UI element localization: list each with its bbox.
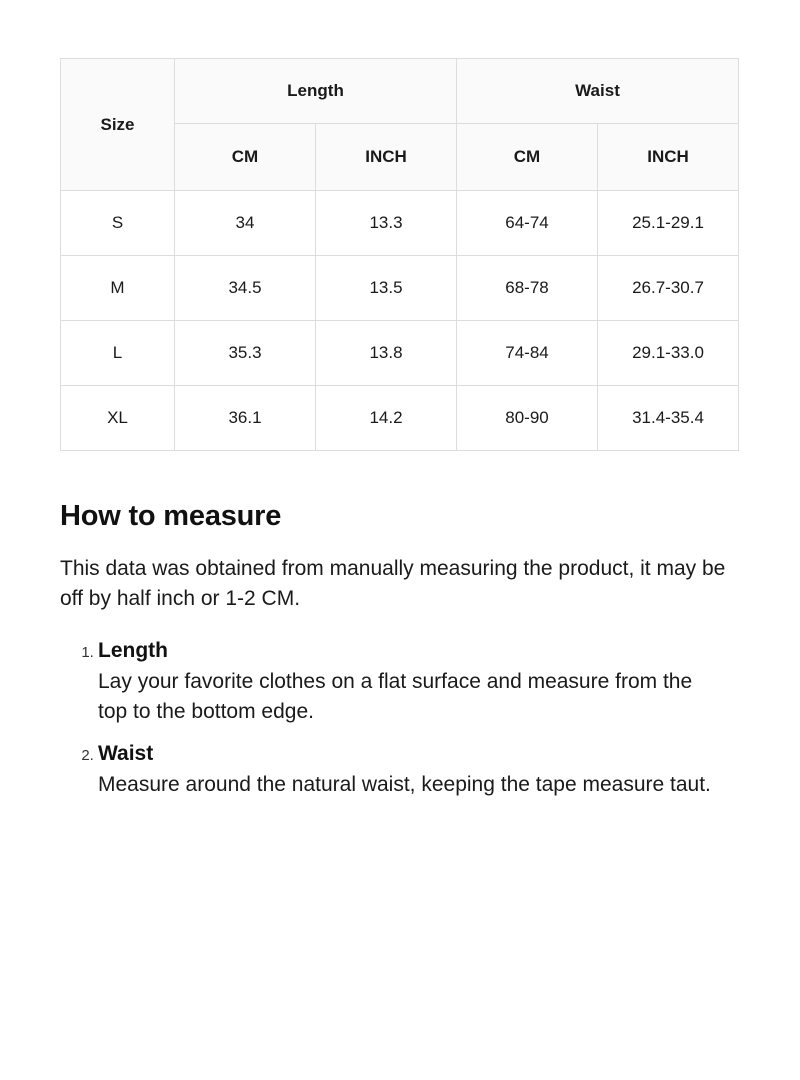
cell-length-cm: 34.5 xyxy=(175,256,316,321)
header-group-length: Length xyxy=(175,59,457,124)
measure-steps-list xyxy=(60,637,740,799)
cell-length-cm: 36.1 xyxy=(175,386,316,451)
header-length-cm: CM xyxy=(175,124,316,191)
header-group-waist: Waist xyxy=(457,59,739,124)
how-to-measure-title: How to measure xyxy=(60,500,282,532)
cell-length-inch: 13.3 xyxy=(316,191,457,256)
cell-size: S xyxy=(61,191,175,256)
cell-waist-inch: 25.1-29.1 xyxy=(598,191,739,256)
measure-step-body: Measure around the natural waist, keeping the tape measure taut. xyxy=(98,772,711,796)
header-length-inch: INCH xyxy=(316,124,457,191)
cell-waist-cm: 64-74 xyxy=(457,191,598,256)
size-chart-header xyxy=(61,59,739,191)
list-item xyxy=(98,637,740,726)
cell-waist-inch: 26.7-30.7 xyxy=(598,256,739,321)
cell-waist-inch: 29.1-33.0 xyxy=(598,321,739,386)
cell-length-cm: 35.3 xyxy=(175,321,316,386)
cell-waist-cm: 74-84 xyxy=(457,321,598,386)
cell-waist-cm: 68-78 xyxy=(457,256,598,321)
cell-size: M xyxy=(61,256,175,321)
cell-waist-cm: 80-90 xyxy=(457,386,598,451)
measure-step-title: 2. Waist xyxy=(98,742,154,766)
table-row xyxy=(61,386,739,451)
cell-length-inch: 13.8 xyxy=(316,321,457,386)
list-item xyxy=(98,740,740,799)
cell-length-inch: 13.5 xyxy=(316,256,457,321)
measure-step-title: 1. Length xyxy=(98,639,168,663)
table-header-row-groups xyxy=(61,59,739,124)
table-row xyxy=(61,256,739,321)
cell-length-inch: 14.2 xyxy=(316,386,457,451)
header-size: Size xyxy=(61,59,175,191)
cell-waist-inch: 31.4-35.4 xyxy=(598,386,739,451)
cell-length-cm: 34 xyxy=(175,191,316,256)
size-chart-body xyxy=(61,191,739,451)
header-waist-inch: INCH xyxy=(598,124,739,191)
table-row xyxy=(61,191,739,256)
header-waist-cm: CM xyxy=(457,124,598,191)
how-to-measure-intro: This data was obtained from manually measuring the product, it may be off by half inch or 1-2 CM. xyxy=(60,556,726,610)
cell-size: XL xyxy=(61,386,175,451)
measure-step-body: Lay your favorite clothes on a flat surface and measure from the top to the bottom edge. xyxy=(98,669,693,723)
cell-size: L xyxy=(61,321,175,386)
size-chart-table xyxy=(60,58,739,451)
table-row xyxy=(61,321,739,386)
